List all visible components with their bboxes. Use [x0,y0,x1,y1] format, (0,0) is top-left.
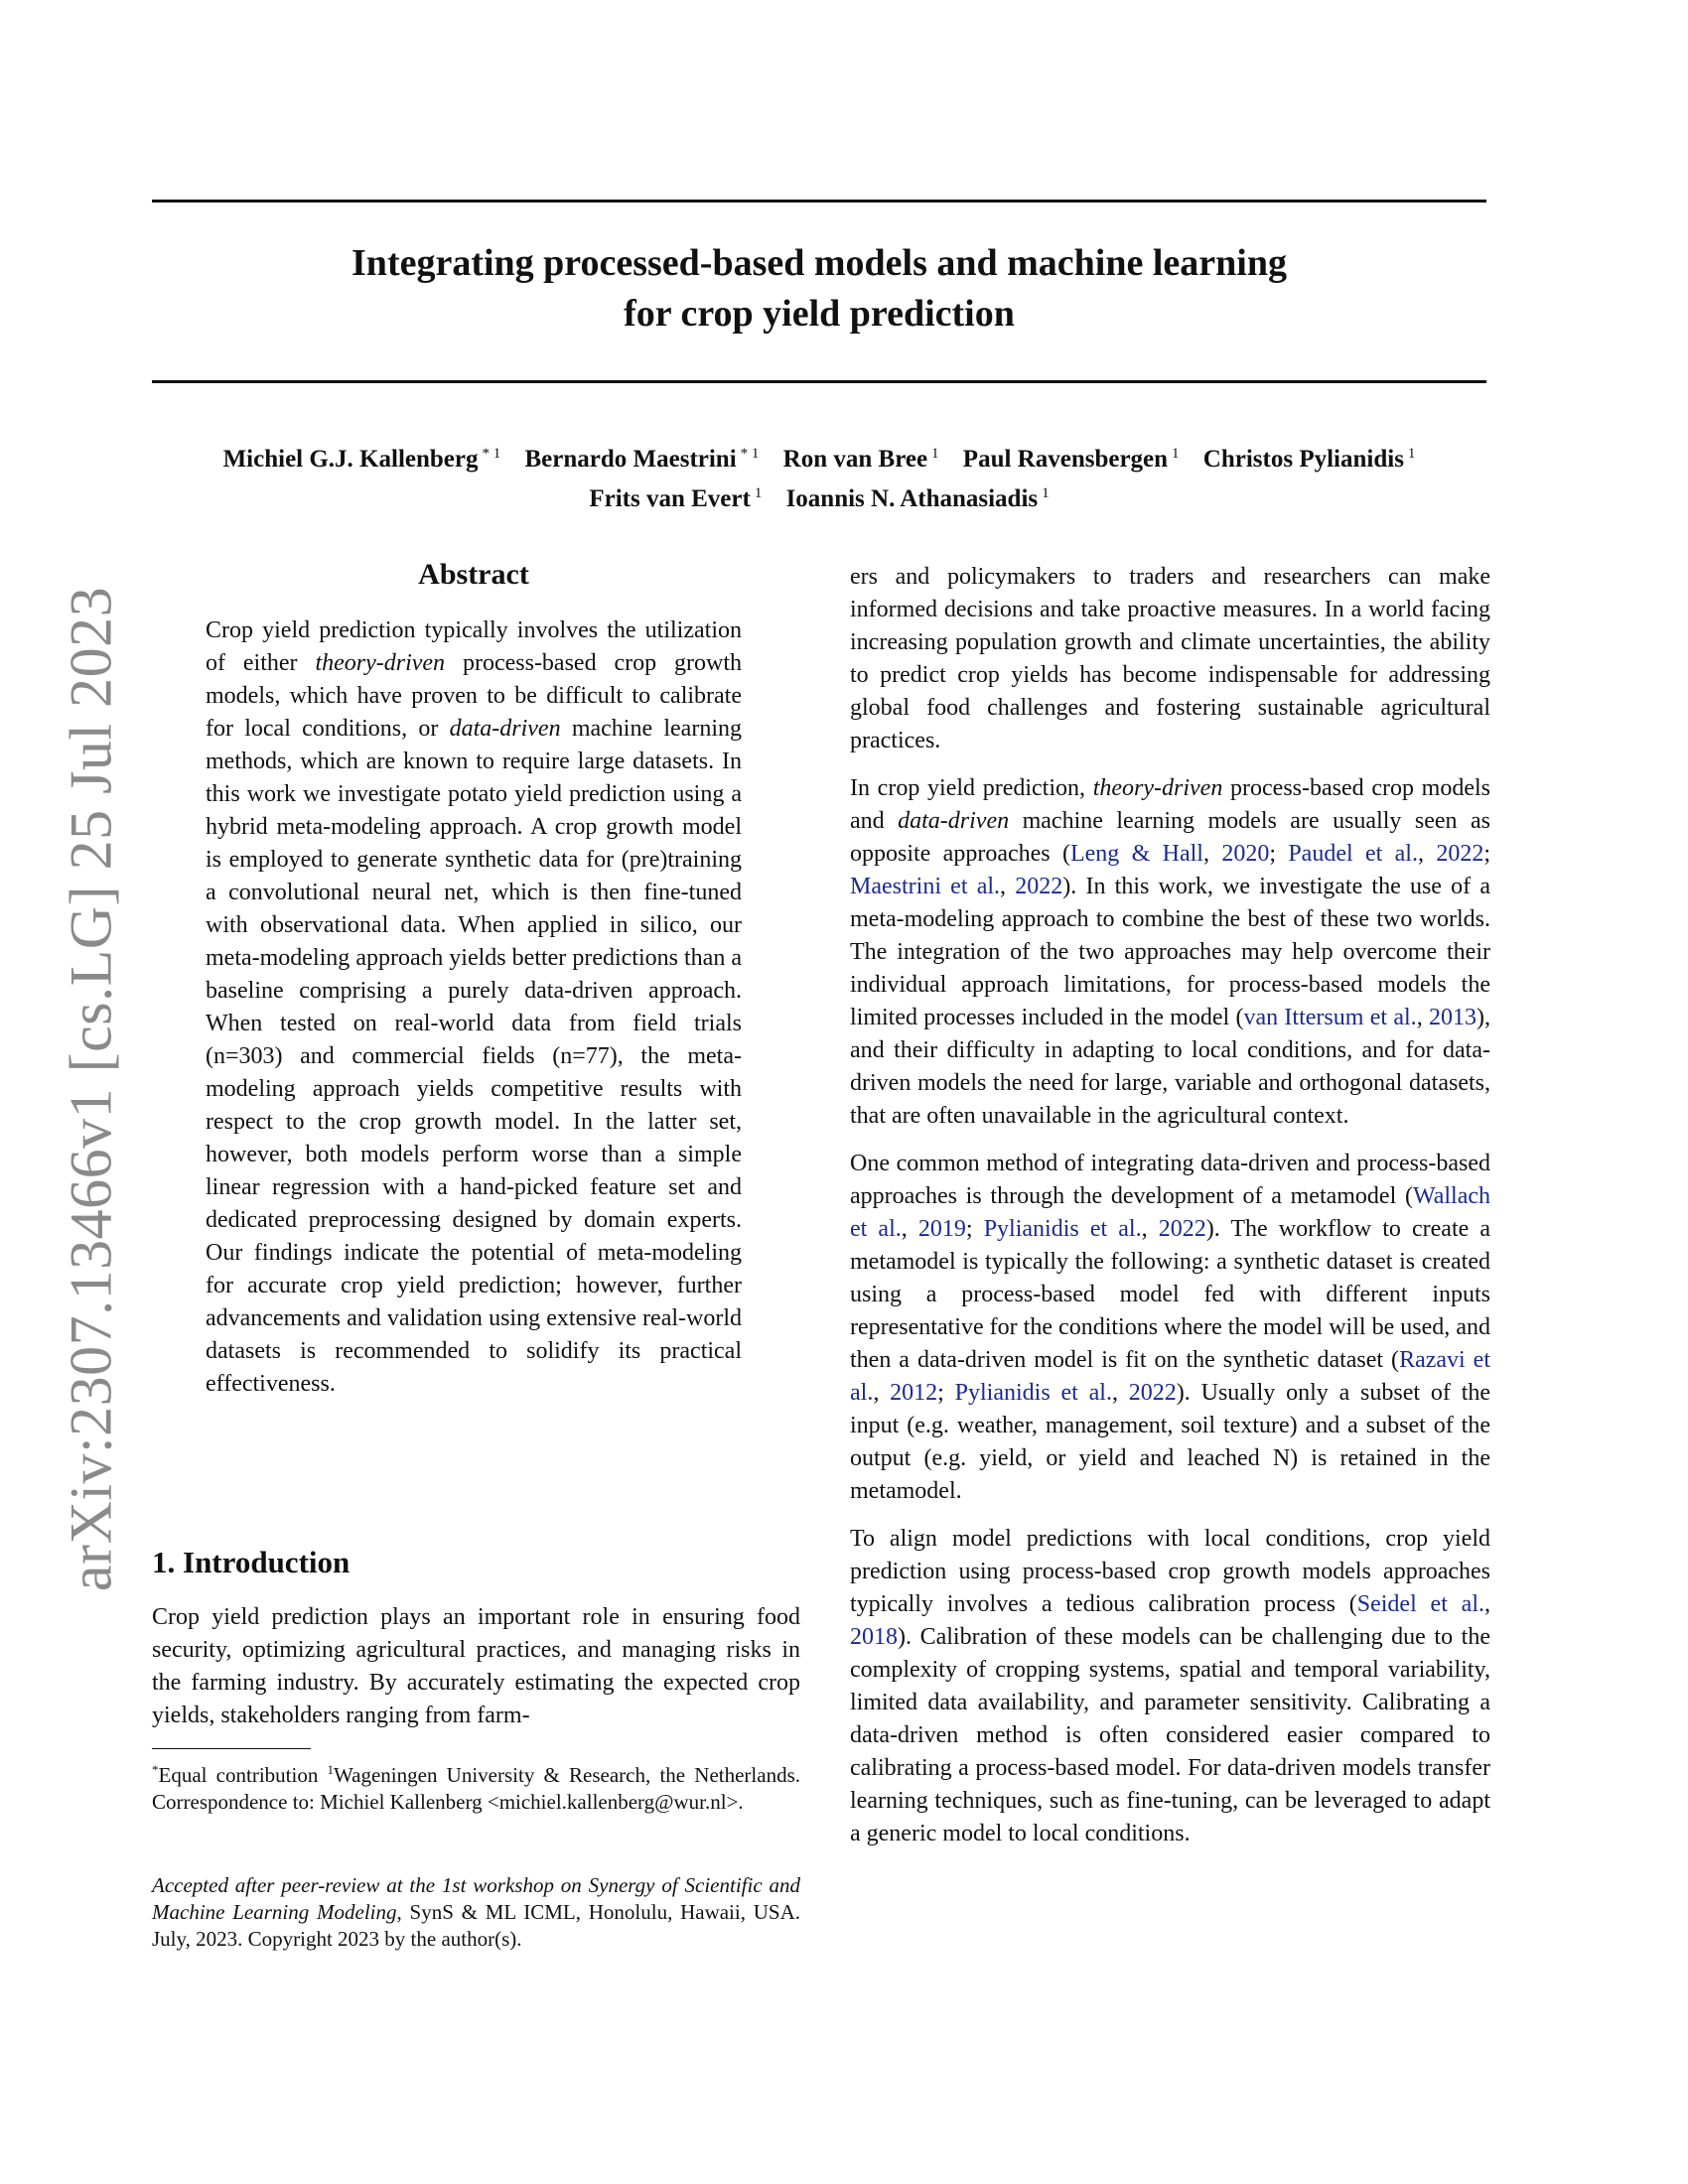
author [589,477,762,516]
text-run: ; [937,1380,955,1406]
citation-link[interactable]: Paudel et al. [1288,841,1418,867]
italic-text: data-driven [449,716,561,742]
footnote-mark: 1 [327,1762,335,1777]
text-run: ers and policymakers to traders and researchers can make informed decisions and take proactive measures. In a world facing increasing population growth and climate uncertainties, the ability to predict crop yields has become indispensable for addressing global food challenges and fostering sustainable agricultural practices. [850,564,1490,753]
text-run: ). The workflow to create a metamodel is typically the following: a synthetic dataset is created using a process-based model fed with different inputs representative for the conditions where the model will be used, and then a data-driven model is fit on the synthetic dataset ( [850,1216,1491,1373]
italic-text: data-driven [898,808,1010,834]
citation-link[interactable]: 2012 [890,1380,938,1406]
author [223,437,501,477]
text-run: Wageningen University & Research, the Netherlands. Correspondence to: Michiel Kallenberg <michiel.kallenberg@wur.nl>. [152,1763,801,1814]
citation-link[interactable]: 2013 [1429,1005,1477,1030]
author-name: Michiel G.J. Kallenberg [222,446,479,473]
acceptance-note [152,1872,800,1953]
text-run: ). Calibration of these models can be challenging due to the complexity of cropping systems, spatial and temporal variability, limited data availability, and parameter sensitivity. Calibrating a data-driven method is often considered easier compared to calibrating a process-based model. For data-driven models transfer learning techniques, such as fine-tuning, can be leveraged to adapt a generic model to local conditions. [850,1624,1490,1846]
title-line: for crop yield prediction [624,293,1015,335]
text-run: , [1202,841,1222,867]
text-run: Crop yield prediction plays an important role in ensuring food security, optimizing agricultural practices, and managing risks in the farming industry. By accurately estimating the expected crop yields, stakeholders ranging from farm- [152,1604,800,1728]
introduction-paragraph [152,1601,800,1732]
citation-link[interactable]: Pylianidis et al. [983,1216,1142,1242]
footnote [152,1756,800,1816]
affiliation-mark: 1 [1172,446,1180,462]
author-list [152,437,1486,516]
citation-link[interactable]: 2022 [1128,1380,1177,1406]
text-run: , [1111,1380,1129,1406]
citation-link[interactable]: Razavi et al. [850,1347,1491,1406]
citation-link[interactable]: Pylianidis et al. [954,1380,1112,1406]
text-run: , [1000,874,1016,899]
text-run: ), and their difficulty in adapting to local conditions, and for data-driven models the need for large, variable and orthogonal datasets, that are often unavailable in the agricultural context. [850,1005,1491,1129]
paper-title [152,238,1486,340]
text-run: machine learning models are usually seen as opposite approaches ( [850,808,1491,867]
text-run: One common method of integrating data-driven and process-based approaches is through the development of a metamodel ( [850,1151,1490,1209]
text-run: , SynS & ML ICML, Honolulu, Hawaii, USA. July, 2023. Copyright 2023 by the author(s). [152,1900,800,1951]
author [963,437,1180,477]
text-run: Crop yield prediction typically involves the utilization of either [206,617,742,676]
author-name: Frits van Evert [589,485,751,512]
citation-link[interactable]: 2022 [1015,874,1063,899]
text-run: ). Usually only a subset of the input (e.g. weather, management, soil texture) and a subset of the output (e.g. yield, or yield and leached N) is retained in the metamodel. [850,1380,1491,1504]
text-run: , [1416,1005,1430,1030]
text-run: In crop yield prediction, [850,775,1093,801]
author [1203,437,1416,477]
affiliation-mark: 1 [754,485,763,501]
text-run: , [1417,841,1437,867]
abstract-text [206,614,742,1401]
citation-link[interactable]: 2018 [850,1624,898,1650]
text-run: , [873,1380,891,1406]
text-run: , [1141,1216,1159,1242]
title-rule-bottom [152,380,1486,383]
author [783,437,939,477]
affiliation-mark: * 1 [740,446,760,462]
author-name: Bernardo Maestrini [524,446,737,473]
abstract-heading: Abstract [418,558,529,591]
affiliation-mark: * 1 [482,446,501,462]
title-rule-top [152,200,1486,203]
citation-link[interactable]: 2020 [1221,841,1270,867]
affiliation-mark: 1 [1042,485,1050,501]
affiliation-mark: 1 [1407,446,1416,462]
author-name: Christos Pylianidis [1202,446,1404,473]
body-paragraph [850,772,1490,1133]
citation-link[interactable]: van Ittersum et al. [1243,1005,1417,1030]
citation-link[interactable]: Maestrini et al. [850,874,1001,899]
body-paragraph [850,1523,1490,1850]
citation-link[interactable]: 2019 [917,1216,966,1242]
text-run: ). In this work, we investigate the use of a meta-modeling approach to combine the best of these two worlds. The integration of the two approaches may help overcome their individual approach limitations, for process-based models the limited processes included in the model ( [850,874,1491,1030]
italic-text: theory-driven [1092,775,1223,801]
text-run: process-based crop growth models, which have proven to be difficult to calibrate for local conditions, or [206,650,743,742]
footnote-mark: * [152,1762,159,1777]
author-name: Paul Ravensbergen [962,446,1169,473]
text-run: Equal contribution [158,1763,328,1787]
text-run: , [901,1216,918,1242]
right-column [850,561,1490,1865]
author [786,477,1050,516]
text-run: ; [965,1216,984,1242]
author [525,437,760,477]
author-name: Ioannis N. Athanasiadis [785,485,1039,512]
body-paragraph [850,1148,1490,1508]
title-line: Integrating processed-based models and machine learning [352,242,1287,284]
text-run: process-based crop models and [850,775,1490,834]
affiliation-mark: 1 [931,446,939,462]
text-run: machine learning methods, which are known to require large datasets. In this work we investigate potato yield prediction using a hybrid meta-modeling approach. A crop growth model is employed to generate synthetic data for (pre)training a convolutional neural net, which is then fine-tuned with observational data. When applied in silico, our meta-modeling approach yields better predictions than a baseline comprising a purely data-driven approach. When tested on real-world data from field trials (n=303) and commercial fields (n=77), the meta-modeling approach yields competitive results with respect to the crop growth model. In the latter set, however, both models perform worse than a simple linear regression with a hand-picked feature set and dedicated preprocessing designed by domain experts. Our findings indicate the potential of meta-modeling for accurate crop yield prediction; however, further advancements and validation using extensive real-world datasets is recommended to solidify its practical effectiveness. [206,716,742,1397]
text-run: , [1484,1591,1490,1617]
citation-link[interactable]: Seidel et al. [1356,1591,1484,1617]
author-row-1 [152,437,1486,477]
text-run: ; [1269,841,1289,867]
author-row-2 [152,477,1486,516]
citation-link[interactable]: 2022 [1436,841,1484,867]
section-heading-introduction: 1. Introduction [152,1545,351,1579]
body-paragraph [850,561,1490,757]
italic-text: theory-driven [315,650,446,676]
text-run: ; [1483,841,1491,867]
arxiv-identifier-stamp: arXiv:2307.13466v1 [cs.LG] 25 Jul 2023 [58,586,124,1592]
citation-link[interactable]: Wallach et al. [850,1183,1490,1242]
author-name: Ron van Bree [782,446,928,473]
citation-link[interactable]: 2022 [1158,1216,1206,1242]
footnote-rule [152,1748,311,1749]
text-run: To align model predictions with local conditions, crop yield prediction using process-based crop growth models approaches typically involves a tedious calibration process ( [850,1526,1490,1617]
citation-link[interactable]: Leng & Hall [1069,841,1203,867]
italic-text: Accepted after peer-review at the 1st workshop on Synergy of Scientific and Machine Learning Modeling [152,1873,800,1924]
